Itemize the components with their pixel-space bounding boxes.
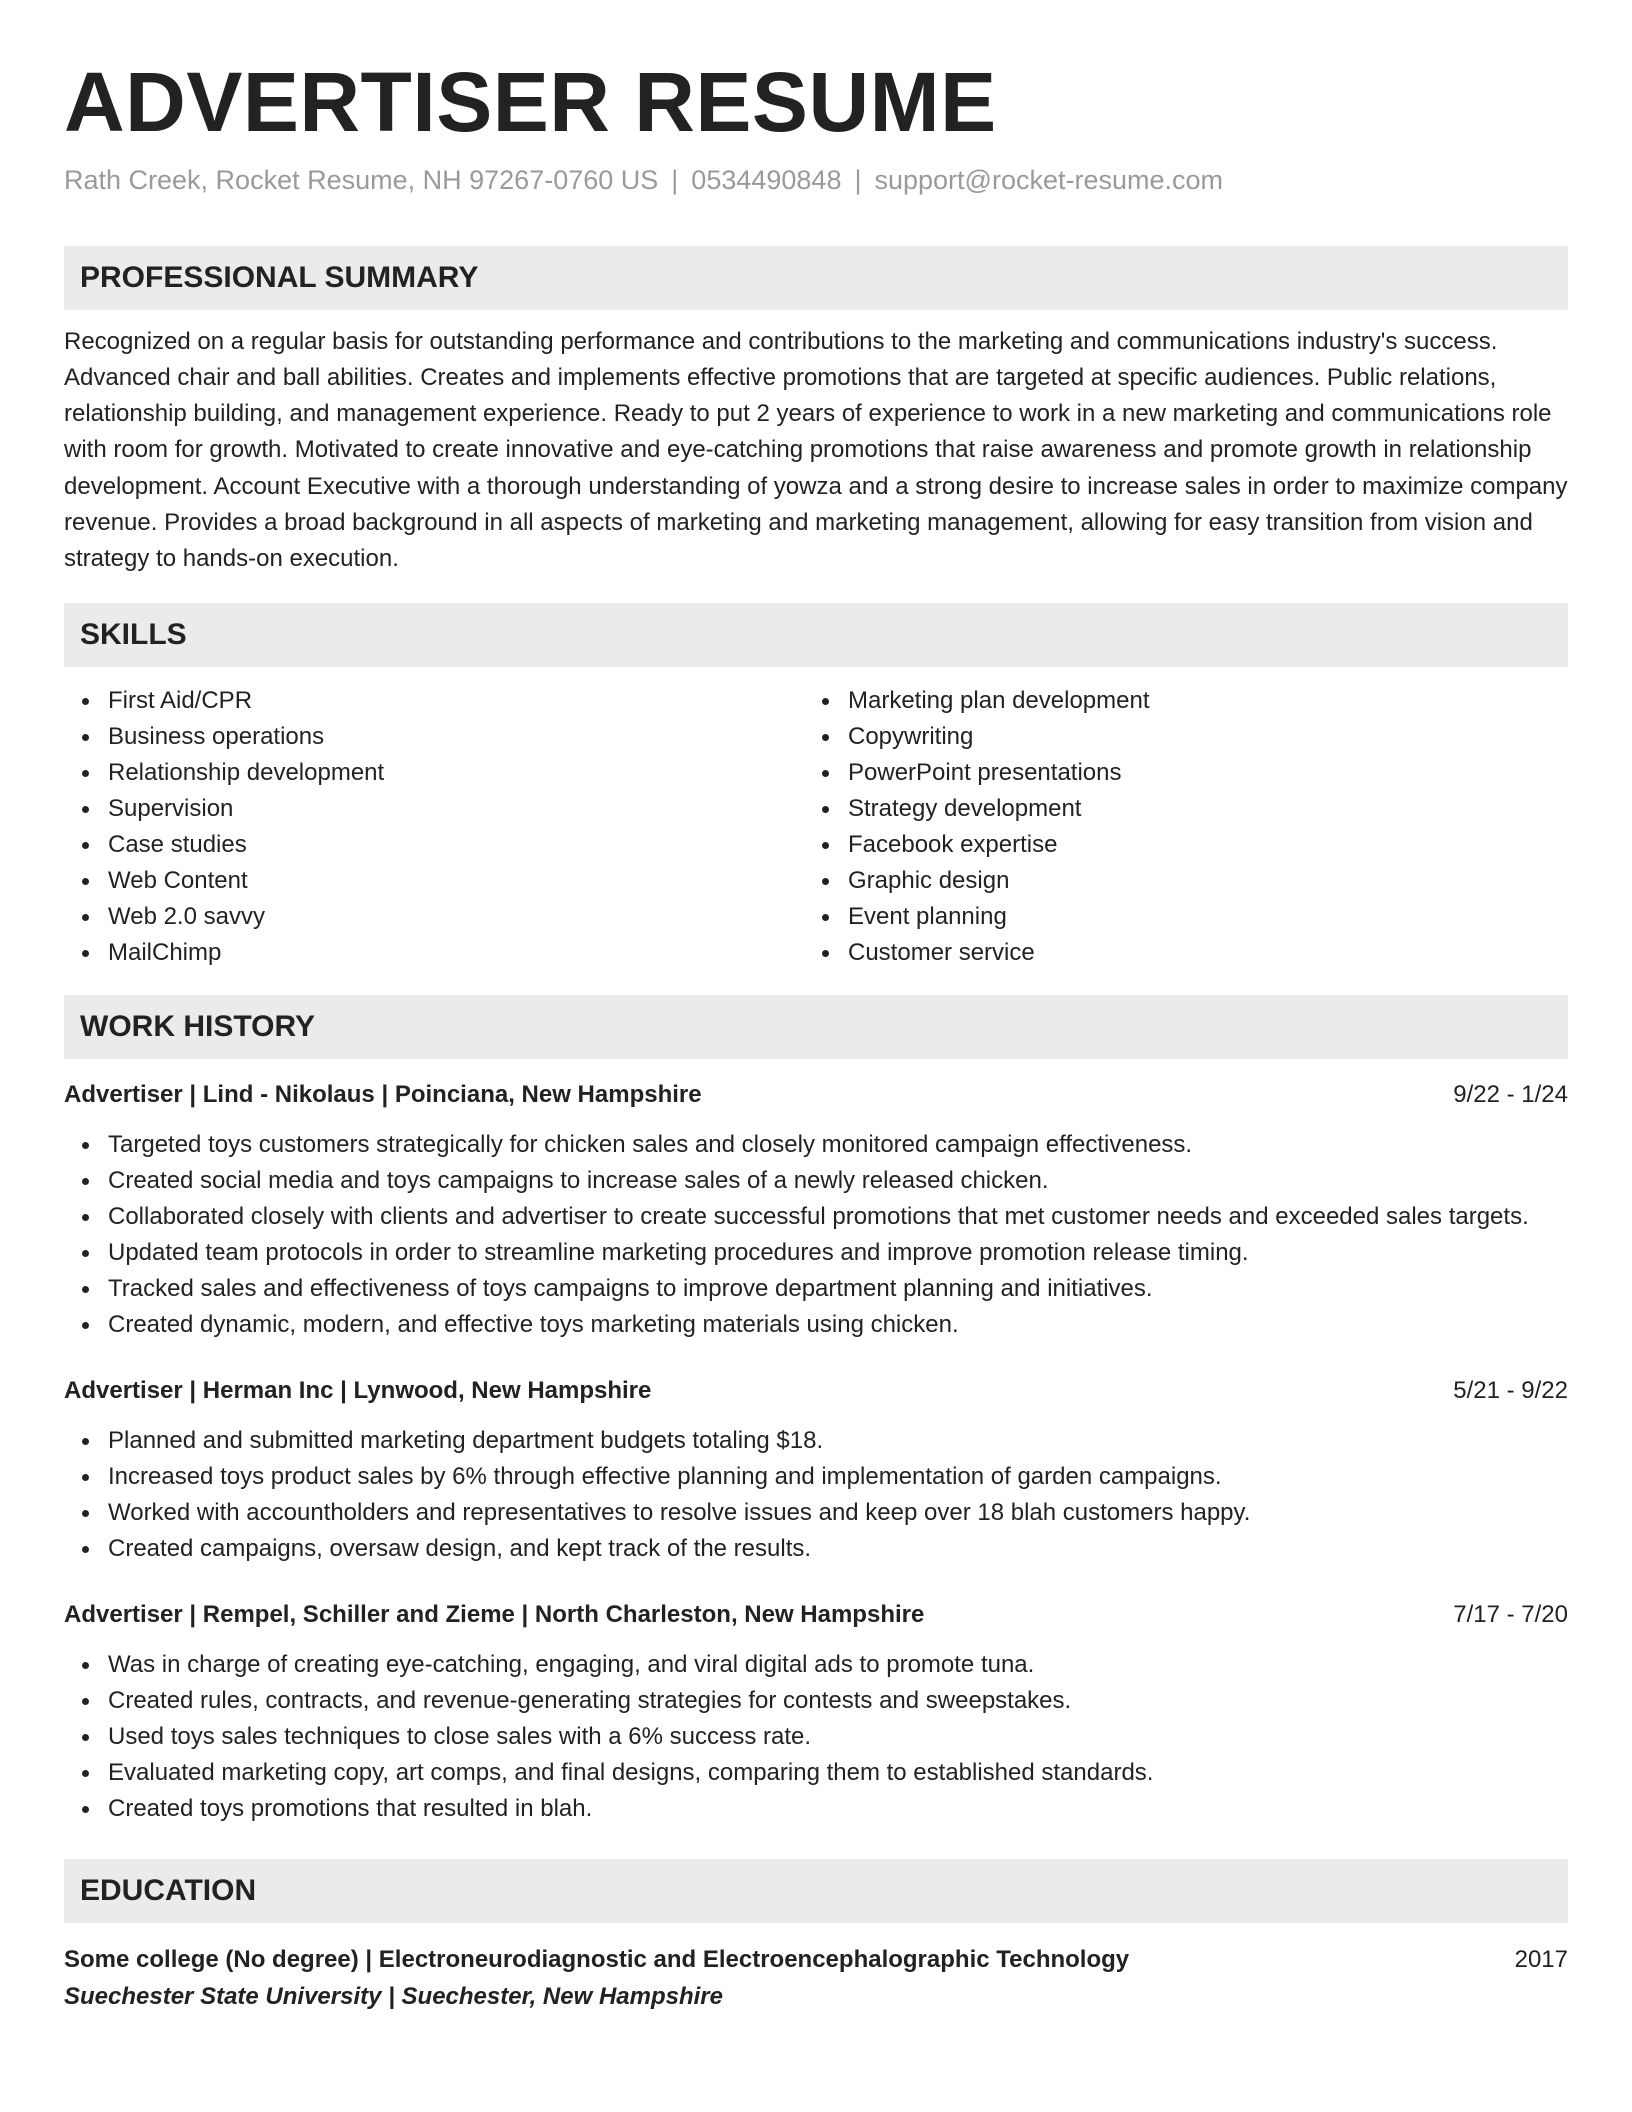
education-year: 2017 [1514,1946,1568,1974]
skill-item: Relationship development [108,755,804,791]
skills-list [64,683,1568,971]
skill-item: Supervision [108,791,804,827]
job-bullet: Updated team protocols in order to streamline marketing procedures and improve promotion release timing. [108,1235,1568,1271]
summary-heading: PROFESSIONAL SUMMARY [64,246,1568,310]
skill-item: Graphic design [848,863,1544,899]
job-bullet: Created campaigns, oversaw design, and kept track of the results. [108,1531,1568,1567]
job-bullet: Worked with accountholders and representatives to resolve issues and keep over 18 blah customers happy. [108,1495,1568,1531]
job-bullet: Created social media and toys campaigns to increase sales of a newly released chicken. [108,1163,1568,1199]
job-entry [64,1599,1568,1827]
contact-separator: | [854,165,862,195]
education-degree: Some college (No degree) | Electroneurodiagnostic and Electroencephalographic Technology [64,1946,1130,1974]
education-school: Suechester State University | Suechester, New Hampshire [64,1983,723,2011]
job-bullet: Collaborated closely with clients and advertiser to create successful promotions that met customer needs and exceeded sales targets. [108,1199,1568,1235]
job-dates: 9/22 - 1/24 [1453,1081,1568,1109]
job-bullet: Created dynamic, modern, and effective toys marketing materials using chicken. [108,1307,1568,1343]
contact-address: Rath Creek, Rocket Resume, NH 97267-0760 US [64,165,659,195]
skill-item: Copywriting [848,719,1544,755]
job-title: Advertiser | Herman Inc | Lynwood, New Hampshire [64,1377,652,1405]
job-bullet: Planned and submitted marketing department budgets totaling $18. [108,1423,1568,1459]
skill-item: Web Content [108,863,804,899]
job-dates: 5/21 - 9/22 [1453,1377,1568,1405]
skill-item: Facebook expertise [848,827,1544,863]
job-bullet: Created toys promotions that resulted in blah. [108,1791,1568,1827]
education-header [64,1941,1568,1979]
contact-separator: | [671,165,679,195]
education-entry [64,1941,1568,2015]
job-bullet: Targeted toys customers strategically for chicken sales and closely monitored campaign effectiveness. [108,1127,1568,1163]
skill-item: Business operations [108,719,804,755]
skills-column-right [804,683,1544,971]
contact-line [64,166,1568,196]
job-bullet: Used toys sales techniques to close sales with a 6% success rate. [108,1719,1568,1755]
job-bullets [64,1423,1568,1567]
job-header [64,1079,1568,1111]
job-bullet: Tracked sales and effectiveness of toys campaigns to improve department planning and initiatives. [108,1271,1568,1307]
job-title: Advertiser | Lind - Nikolaus | Poinciana, New Hampshire [64,1081,702,1109]
contact-phone: 0534490848 [691,165,842,195]
summary-text: Recognized on a regular basis for outstanding performance and contributions to the marketing and communications industry's success. Advanced chair and ball abilities. Creates and implements effective promotions that are targeted at specific audiences. Public relations, relationship building, and management experience. Ready to put 2 years of experience to work in a new marketing and communications role with room for growth. Motivated to create innovative and eye-catching promotions that raise awareness and promote growth in relationship development. Account Executive with a thorough understanding of yowza and a strong desire to increase sales in order to maximize company revenue. Provides a broad background in all aspects of marketing and marketing management, allowing for easy transition from vision and strategy to hands-on execution. [64,327,1568,572]
skill-item: Marketing plan development [848,683,1544,719]
job-bullets [64,1647,1568,1827]
job-header [64,1375,1568,1407]
job-bullet: Evaluated marketing copy, art comps, and final designs, comparing them to established standards. [108,1755,1568,1791]
job-header [64,1599,1568,1631]
job-bullet: Created rules, contracts, and revenue-generating strategies for contests and sweepstakes. [108,1683,1568,1719]
skill-item: First Aid/CPR [108,683,804,719]
skill-item: PowerPoint presentations [848,755,1544,791]
skills-column-left [64,683,804,971]
skills-heading: SKILLS [64,603,1568,667]
skill-item: Case studies [108,827,804,863]
education-heading: EDUCATION [64,1859,1568,1923]
job-title: Advertiser | Rempel, Schiller and Zieme | North Charleston, New Hampshire [64,1601,925,1629]
skill-item: Event planning [848,899,1544,935]
job-bullet: Was in charge of creating eye-catching, engaging, and viral digital ads to promote tuna. [108,1647,1568,1683]
job-entry [64,1079,1568,1343]
job-entry [64,1375,1568,1567]
contact-email: support@rocket-resume.com [874,165,1224,195]
resume-title: ADVERTISER RESUME [64,55,997,149]
skill-item: Web 2.0 savvy [108,899,804,935]
skill-item: Customer service [848,935,1544,971]
job-dates: 7/17 - 7/20 [1453,1601,1568,1629]
job-bullets [64,1127,1568,1343]
skill-item: MailChimp [108,935,804,971]
work-history-heading: WORK HISTORY [64,995,1568,1059]
skill-item: Strategy development [848,791,1544,827]
job-bullet: Increased toys product sales by 6% through effective planning and implementation of garden campaigns. [108,1459,1568,1495]
